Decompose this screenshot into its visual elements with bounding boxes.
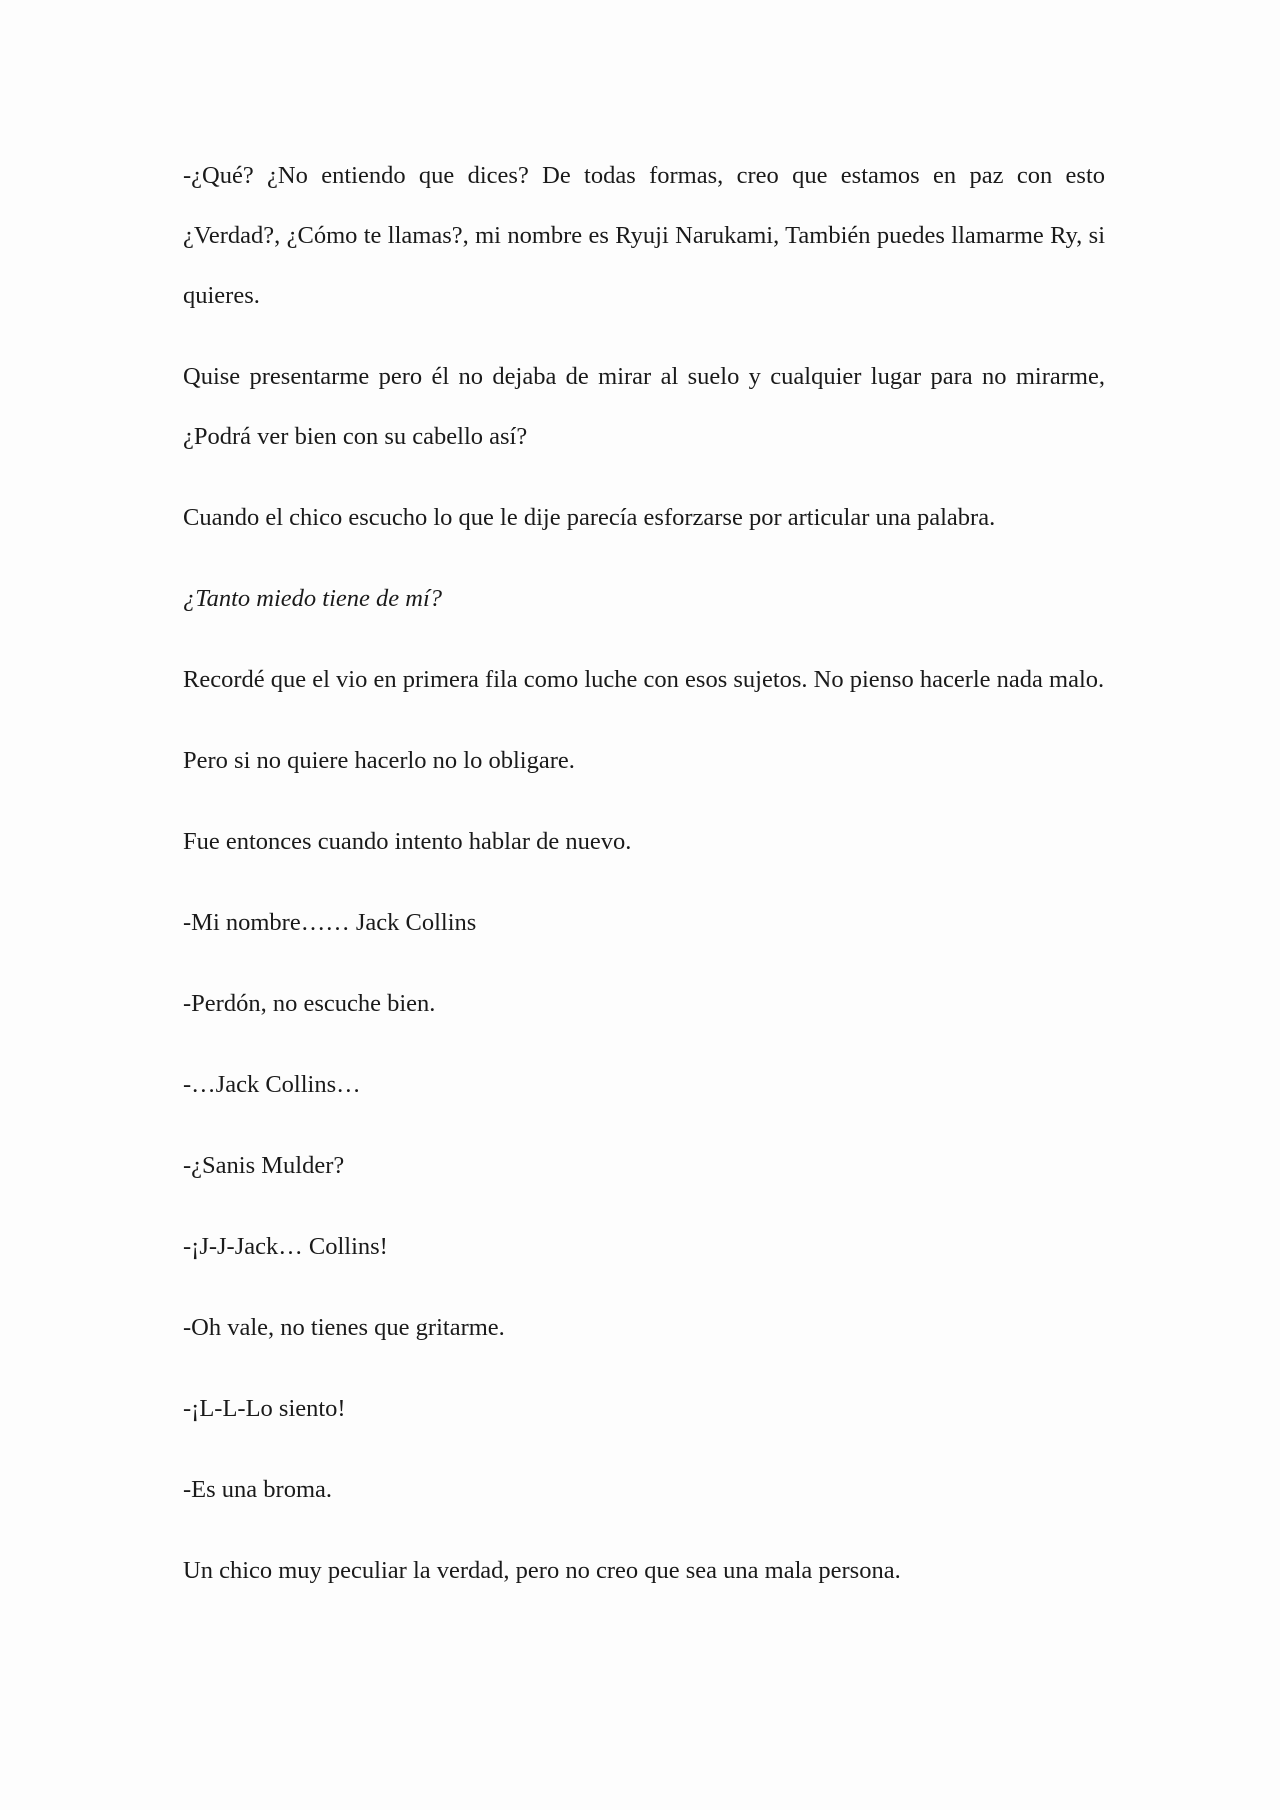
paragraph: Fue entonces cuando intento hablar de nuevo.: [183, 828, 632, 855]
dialogue-line: -¿Sanis Mulder?: [183, 1152, 345, 1179]
document-body: [183, 146, 1105, 1601]
dialogue-line: -Perdón, no escuche bien.: [183, 990, 436, 1017]
dialogue-line: -¡J-J-Jack… Collins!: [183, 1233, 388, 1260]
paragraph: Un chico muy peculiar la verdad, pero no creo que sea una mala persona.: [183, 1557, 901, 1584]
dialogue-line: -Mi nombre…… Jack Collins: [183, 909, 477, 936]
dialogue-line: -Es una broma.: [183, 1476, 332, 1503]
paragraph: Recordé que el vio en primera fila como luche con esos sujetos. No pienso hacerle nada malo.: [183, 666, 1105, 693]
dialogue-line: -Oh vale, no tienes que gritarme.: [183, 1314, 505, 1341]
paragraph-italic: ¿Tanto miedo tiene de mí?: [183, 585, 443, 612]
paragraph: Quise presentarme pero él no dejaba de mirar al suelo y cualquier lugar para no mirarme, ¿Podrá ver bien con su cabello así?: [183, 363, 1105, 450]
paragraph: Pero si no quiere hacerlo no lo obligare.: [183, 747, 575, 774]
paragraph: -¿Qué? ¿No entiendo que dices? De todas formas, creo que estamos en paz con esto ¿Verdad?, ¿Cómo te llamas?, mi nombre es Ryuji Narukami, También puedes llamarme Ry, si quieres.: [183, 162, 1105, 309]
paragraph: Cuando el chico escucho lo que le dije parecía esforzarse por articular una palabra.: [183, 504, 996, 531]
dialogue-line: -¡L-L-Lo siento!: [183, 1395, 346, 1422]
dialogue-line: -…Jack Collins…: [183, 1071, 361, 1098]
